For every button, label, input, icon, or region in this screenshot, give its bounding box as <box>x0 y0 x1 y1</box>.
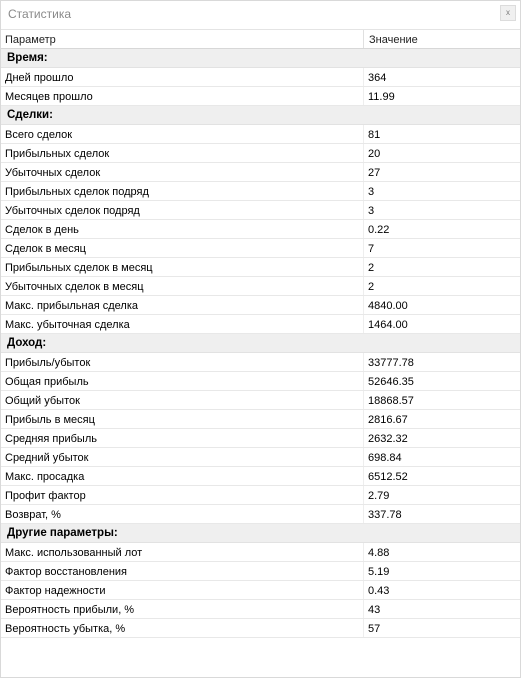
table-row[interactable] <box>1 448 520 467</box>
parameter-name: Прибыльных сделок подряд <box>5 186 149 198</box>
parameter-name: Общая прибыль <box>5 376 89 388</box>
column-divider[interactable] <box>363 30 364 48</box>
parameter-value: 4840.00 <box>368 300 408 312</box>
parameter-name: Дней прошло <box>5 72 74 84</box>
statistics-table <box>1 29 520 677</box>
parameter-name: Средняя прибыль <box>5 433 97 445</box>
cell-divider <box>363 467 364 485</box>
cell-divider <box>363 562 364 580</box>
table-row[interactable] <box>1 315 520 334</box>
parameter-value: 3 <box>368 205 375 217</box>
cell-divider <box>363 182 364 200</box>
cell-divider <box>363 581 364 599</box>
table-row[interactable] <box>1 600 520 619</box>
cell-divider <box>363 410 364 428</box>
parameter-name: Средний убыток <box>5 452 89 464</box>
cell-divider <box>363 258 364 276</box>
parameter-value: 2 <box>368 262 375 274</box>
table-row[interactable] <box>1 125 520 144</box>
cell-divider <box>363 68 364 86</box>
cell-divider <box>363 163 364 181</box>
parameter-value: 364 <box>368 72 387 84</box>
parameter-name: Макс. просадка <box>5 471 85 483</box>
table-row[interactable] <box>1 353 520 372</box>
section-title: Сделки: <box>7 109 53 121</box>
parameter-name: Возврат, % <box>5 509 61 521</box>
table-row[interactable] <box>1 220 520 239</box>
cell-divider <box>363 448 364 466</box>
parameter-value: 1464.00 <box>368 319 408 331</box>
table-row[interactable] <box>1 239 520 258</box>
parameter-value: 33777.78 <box>368 357 414 369</box>
table-row[interactable] <box>1 372 520 391</box>
parameter-name: Прибыль в месяц <box>5 414 95 426</box>
section-title: Доход: <box>7 337 47 349</box>
cell-divider <box>363 600 364 618</box>
section-header <box>1 49 520 68</box>
cell-divider <box>363 201 364 219</box>
parameter-value: 3 <box>368 186 375 198</box>
parameter-name: Убыточных сделок в месяц <box>5 281 144 293</box>
table-row[interactable] <box>1 163 520 182</box>
table-header <box>1 30 520 49</box>
cell-divider <box>363 372 364 390</box>
parameter-name: Макс. использованный лот <box>5 547 143 559</box>
cell-divider <box>363 144 364 162</box>
window-title: Статистика <box>8 7 72 21</box>
parameter-value: 52646.35 <box>368 376 414 388</box>
table-row[interactable] <box>1 201 520 220</box>
parameter-value: 2632.32 <box>368 433 408 445</box>
section-title: Время: <box>7 52 48 64</box>
section-header <box>1 334 520 353</box>
table-row[interactable] <box>1 619 520 638</box>
cell-divider <box>363 296 364 314</box>
parameter-name: Сделок в день <box>5 224 79 236</box>
parameter-value: 20 <box>368 148 381 160</box>
parameter-name: Макс. прибыльная сделка <box>5 300 138 312</box>
cell-divider <box>363 429 364 447</box>
table-row[interactable] <box>1 68 520 87</box>
table-row[interactable] <box>1 410 520 429</box>
table-row[interactable] <box>1 144 520 163</box>
table-row[interactable] <box>1 581 520 600</box>
parameter-value: 81 <box>368 129 381 141</box>
table-row[interactable] <box>1 277 520 296</box>
table-row[interactable] <box>1 429 520 448</box>
cell-divider <box>363 315 364 333</box>
column-header-value[interactable]: Значение <box>369 34 418 46</box>
table-row[interactable] <box>1 562 520 581</box>
section-title: Другие параметры: <box>7 527 118 539</box>
cell-divider <box>363 543 364 561</box>
parameter-value: 2.79 <box>368 490 390 502</box>
parameter-value: 27 <box>368 167 381 179</box>
section-header <box>1 106 520 125</box>
parameter-value: 5.19 <box>368 566 390 578</box>
parameter-name: Убыточных сделок <box>5 167 101 179</box>
table-row[interactable] <box>1 87 520 106</box>
cell-divider <box>363 125 364 143</box>
parameter-value: 43 <box>368 604 381 616</box>
parameter-value: 6512.52 <box>368 471 408 483</box>
table-row[interactable] <box>1 258 520 277</box>
parameter-value: 4.88 <box>368 547 390 559</box>
cell-divider <box>363 353 364 371</box>
section-header <box>1 524 520 543</box>
parameter-name: Убыточных сделок подряд <box>5 205 140 217</box>
table-row[interactable] <box>1 505 520 524</box>
parameter-value: 2816.67 <box>368 414 408 426</box>
table-row[interactable] <box>1 182 520 201</box>
parameter-value: 7 <box>368 243 375 255</box>
table-body <box>1 49 520 638</box>
table-row[interactable] <box>1 467 520 486</box>
parameter-value: 57 <box>368 623 381 635</box>
parameter-name: Фактор восстановления <box>5 566 127 578</box>
cell-divider <box>363 391 364 409</box>
cell-divider <box>363 505 364 523</box>
parameter-value: 0.43 <box>368 585 390 597</box>
parameter-name: Макс. убыточная сделка <box>5 319 130 331</box>
parameter-value: 337.78 <box>368 509 402 521</box>
table-row[interactable] <box>1 296 520 315</box>
cell-divider <box>363 239 364 257</box>
parameter-name: Прибыль/убыток <box>5 357 91 369</box>
table-row[interactable] <box>1 543 520 562</box>
cell-divider <box>363 486 364 504</box>
cell-divider <box>363 619 364 637</box>
table-row[interactable] <box>1 486 520 505</box>
parameter-value: 18868.57 <box>368 395 414 407</box>
parameter-value: 11.99 <box>368 91 395 103</box>
cell-divider <box>363 220 364 238</box>
parameter-name: Прибыльных сделок в месяц <box>5 262 153 274</box>
parameter-name: Прибыльных сделок <box>5 148 110 160</box>
parameter-name: Месяцев прошло <box>5 91 93 103</box>
parameter-name: Общий убыток <box>5 395 80 407</box>
cell-divider <box>363 277 364 295</box>
close-button[interactable]: x <box>500 5 516 21</box>
parameter-name: Вероятность прибыли, % <box>5 604 135 616</box>
parameter-name: Профит фактор <box>5 490 86 502</box>
cell-divider <box>363 87 364 105</box>
parameter-value: 698.84 <box>368 452 402 464</box>
title-bar[interactable] <box>1 1 520 27</box>
parameter-name: Сделок в месяц <box>5 243 86 255</box>
parameter-name: Фактор надежности <box>5 585 106 597</box>
parameter-value: 2 <box>368 281 375 293</box>
parameter-name: Всего сделок <box>5 129 73 141</box>
table-row[interactable] <box>1 391 520 410</box>
column-header-parameter[interactable]: Параметр <box>5 34 56 46</box>
parameter-name: Вероятность убытка, % <box>5 623 126 635</box>
parameter-value: 0.22 <box>368 224 390 236</box>
